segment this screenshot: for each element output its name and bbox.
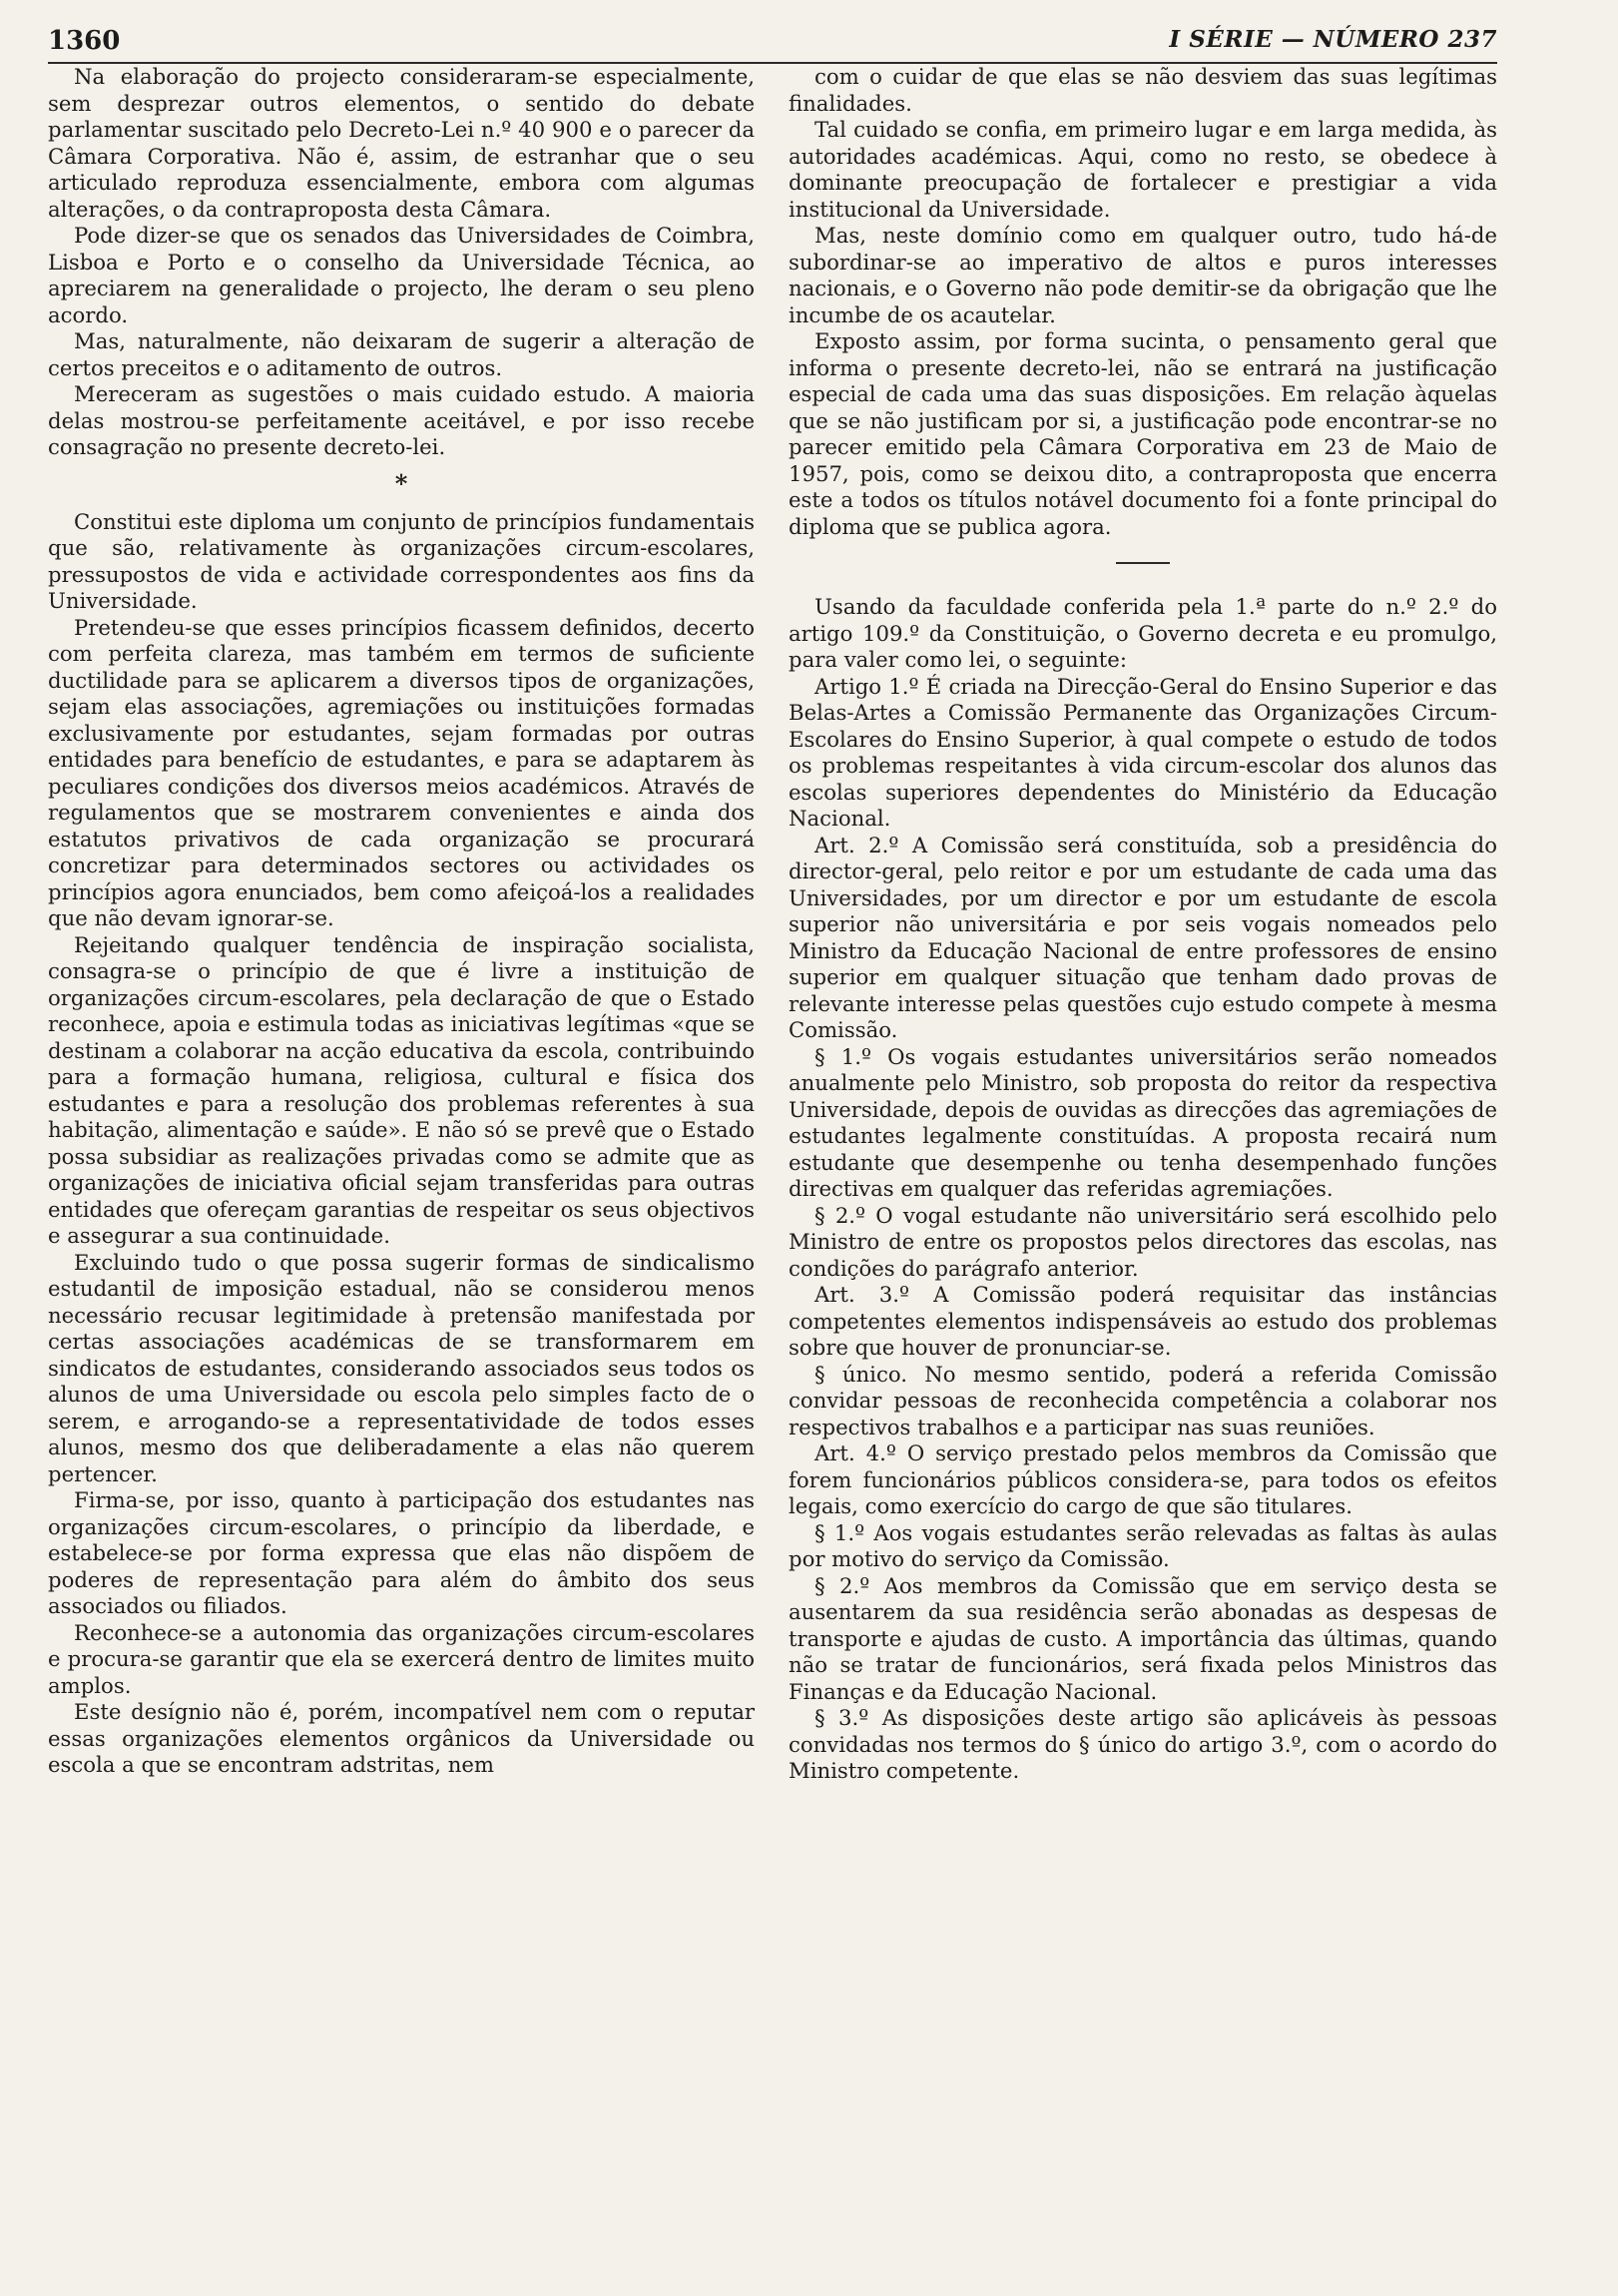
section-separator: * [394,468,408,498]
paragraph: Firma-se, por isso, quanto à participação dos estudantes nas organizações circum-escolares, o princípio da liberdade, e estabelece-se por forma expressa que elas não dispõem de poderes de representação para além do âmbito dos seus associados ou filiados. [48,1487,755,1618]
article-paragraph: Art. 2.º A Comissão será constituída, sob a presidência do director-geral, pelo reitor e por um estudante de cada uma das Universidades, por um director e por um estudante de escola superior não universitária e por seis vogais nomeados pelo Ministro da Educação Nacional de entre professores de ensino superior em qualquer situação que tenham dado provas de relevante interesse pelas questões cujo estudo compete à mesma Comissão. [789,832,1497,1042]
article-paragraph: § único. No mesmo sentido, poderá a referida Comissão convidar pessoas de reconhecida competência a colaborar nos respectivos trabalhos e a participar nas suas reuniões. [789,1361,1497,1439]
page-number: 1360 [48,26,121,56]
article-paragraph: § 2.º O vogal estudante não universitário será escolhido pelo Ministro de entre os propostos pelos directores das escolas, nas condições do parágrafo anterior. [789,1202,1497,1281]
page-header [48,22,1497,62]
article-paragraph: Art. 4.º O serviço prestado pelos membros da Comissão que forem funcionários públicos considera-se, para todos os efeitos legais, como exercício do cargo de que são titulares. [789,1440,1497,1518]
article-paragraph: § 3.º As disposições deste artigo são aplicáveis às pessoas convidadas nos termos do § único do artigo 3.º, com o acordo do Ministro competente. [789,1705,1497,1783]
paragraph: Este desígnio não é, porém, incompatível nem com o reputar essas organizações elementos orgânicos da Universidade ou escola a que se encontram adstritas, nem [48,1699,755,1777]
paragraph: Rejeitando qualquer tendência de inspiração socialista, consagra-se o princípio de que é livre a instituição de organizações circum-escolares, pela declaração de que o Estado reconhece, apoia e estimula todas as iniciativas legítimas «que se destinam a colaborar na acção educativa da escola, contribuindo para a formação humana, religiosa, cultural e física dos estudantes e para a resolução dos problemas referentes à sua habitação, alimentação e saúde». E não só se prevê que o Estado possa subsidiar as realizações privadas como se admite que as organizações de iniciativa oficial sejam transferidas para outras entidades que ofereçam garantias de respeitar os seus objectivos e assegurar a sua continuidade. [48,931,755,1248]
paragraph: Excluindo tudo o que possa sugerir formas de sindicalismo estudantil de imposição estadual, não se considerou menos necessário recusar legitimidade à pretensão manifestada por certas associações académicas de se transformarem em sindicatos de estudantes, considerando associados seus todos os alunos de uma Universidade ou escola pelo simples facto de o serem, e arrogando-se a representatividade de todos esses alunos, mesmo dos que deliberadamente a elas não querem pertencer. [48,1249,755,1486]
paragraph: Pode dizer-se que os senados das Universidades de Coimbra, Lisboa e Porto e o conselho da Universidade Técnica, ao apreciarem na generalidade o projecto, lhe deram o seu pleno acordo. [48,223,755,327]
article-paragraph: § 1.º Os vogais estudantes universitários serão nomeados anualmente pelo Ministro, sob proposta do reitor da respectiva Universidade, depois de ouvidas as direcções das agremiações de estudantes legalmente constituídas. A proposta recairá num estudante que desempenhe ou tenha desempenhado funções directivas em qualquer das referidas agremiações. [789,1043,1497,1201]
paragraph: Reconhece-se a autonomia das organizações circum-escolares e procura-se garantir que ela se exercerá dentro de limites muito amplos. [48,1619,755,1698]
paragraph: Tal cuidado se confia, em primeiro lugar e em larga medida, às autoridades académicas. Aqui, como no resto, se obedece à dominante preocupação de fortalecer e prestigiar a vida institucional da Universidade. [789,117,1497,222]
article-paragraph: § 1.º Aos vogais estudantes serão relevadas as faltas às aulas por motivo do serviço da Comissão. [789,1519,1497,1571]
section-rule [1116,562,1170,564]
decree-preamble: Usando da faculdade conferida pela 1.ª parte do n.º 2.º do artigo 109.º da Constituição, o Governo decreta e eu promulgo, para valer como lei, o seguinte: [789,594,1497,672]
right-column [789,64,1497,1785]
article-paragraph: Artigo 1.º É criada na Direcção-Geral do Ensino Superior e das Belas-Artes a Comissão Permanente das Organizações Circum-Escolares do Ensino Superior, à qual compete o estudo de todos os problemas respeitantes à vida circum-escolar dos alunos das escolas superiores dependentes do Ministério da Educação Nacional. [789,673,1497,831]
paragraph: Mas, neste domínio como em qualquer outro, tudo há-de subordinar-se ao imperativo de altos e puros interesses nacionais, e o Governo não pode demitir-se da obrigação que lhe incumbe de os acautelar. [789,223,1497,327]
paragraph: Mas, naturalmente, não deixaram de sugerir a alteração de certos preceitos e o aditamento de outros. [48,328,755,380]
paragraph: com o cuidar de que elas se não desviem das suas legítimas finalidades. [789,64,1497,116]
article-paragraph: § 2.º Aos membros da Comissão que em serviço desta se ausentarem da sua residência serão abonadas as despesas de transporte e ajudas de custo. A importância das últimas, quando não se tratar de funcionários, será fixada pelos Ministros das Finanças e da Educação Nacional. [789,1572,1497,1704]
paragraph: Mereceram as sugestões o mais cuidado estudo. A maioria delas mostrou-se perfeitamente aceitável, e por isso recebe consagração no presente decreto-lei. [48,381,755,459]
running-title: I SÉRIE — NÚMERO 237 [1169,26,1497,53]
article-paragraph: Art. 3.º A Comissão poderá requisitar das instâncias competentes elementos indispensáveis ao estudo dos problemas sobre que houver de pronunciar-se. [789,1282,1497,1360]
paragraph: Pretendeu-se que esses princípios ficassem definidos, decerto com perfeita clareza, mas também em termos de suficiente ductilidade para se aplicarem a diversos tipos de organizações, sejam elas associações, agremiações ou instituições formadas exclusivamente por estudantes, sejam formadas por outras entidades para benefício de estudantes, e para se adaptarem às peculiares condições dos diversos meios académicos. Através de regulamentos que se mostrarem convenientes e ainda dos estatutos privativos de cada organização se procurará concretizar para determinados sectores ou actividades os princípios agora enunciados, bem como afeiçoá-los a realidades que não devam ignorar-se. [48,614,755,930]
left-column [48,64,755,1779]
paragraph: Constitui este diploma um conjunto de princípios fundamentais que são, relativamente às organizações circum-escolares, pressupostos de vida e actividade correspondentes aos fins da Universidade. [48,508,755,613]
paragraph: Exposto assim, por forma sucinta, o pensamento geral que informa o presente decreto-lei, não se entrará na justificação especial de cada uma das suas disposições. Em relação àquelas que se não justificam por si, a justificação pode encontrar-se no parecer emitido pela Câmara Corporativa em 23 de Maio de 1957, pois, como se deixou dito, a contraproposta que encerra este a todos os títulos notável documento foi a fonte principal do diploma que se publica agora. [789,328,1497,539]
paragraph: Na elaboração do projecto consideraram-se especialmente, sem desprezar outros elementos, o sentido do debate parlamentar suscitado pelo Decreto-Lei n.º 40 900 e o parecer da Câmara Corporativa. Não é, assim, de estranhar que o seu articulado reproduza essencialmente, embora com algumas alterações, o da contraproposta desta Câmara. [48,64,755,222]
